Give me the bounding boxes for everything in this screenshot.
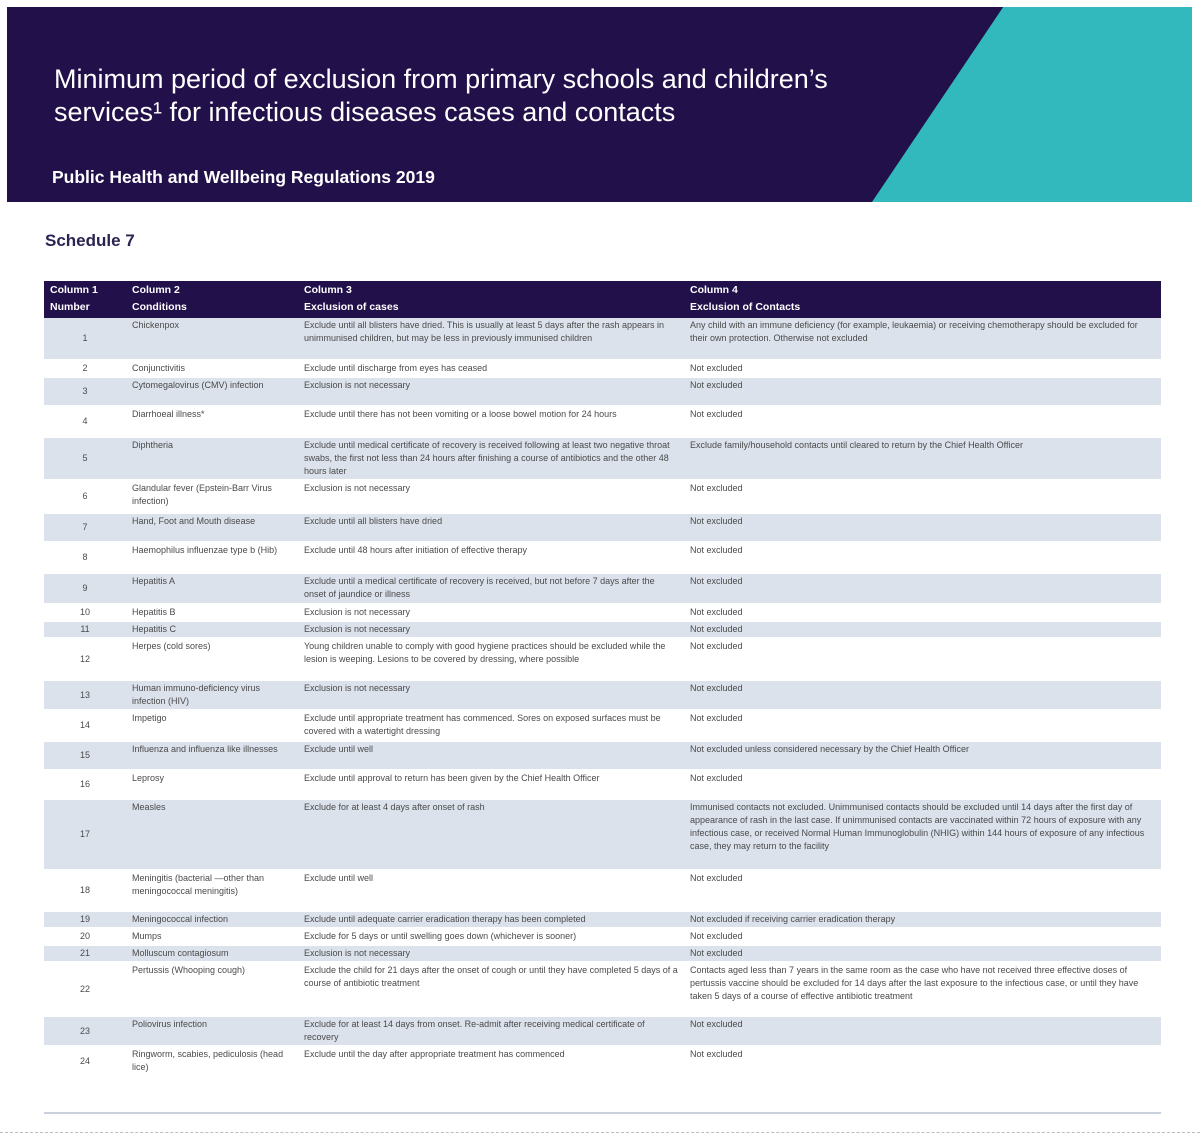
cell-contacts: Not excluded [684,710,1161,741]
table-row [44,573,1161,604]
cell-number: 16 [44,770,126,799]
table-row [44,377,1161,406]
cell-contacts: Not excluded [684,680,1161,710]
cell-number: 19 [44,911,126,928]
cell-condition: Influenza and influenza like illnesses [126,741,298,770]
cell-condition: Meningitis (bacterial —other than meningococcal meningitis) [126,870,298,911]
header-column-4-top: Column 4 [690,284,738,296]
header-column-4 [684,281,1161,318]
table-header-row [44,281,1161,318]
exclusion-table [44,281,1161,1078]
cell-condition: Molluscum contagiosum [126,945,298,962]
cell-cases: Exclude until the day after appropriate treatment has commenced [298,1046,684,1077]
table-row [44,799,1161,870]
header-column-3-top: Column 3 [304,284,352,296]
table-row [44,770,1161,799]
header-column-1-bottom: Number [50,301,90,313]
cell-condition: Diarrhoeal illness* [126,406,298,437]
cell-contacts: Not excluded [684,1046,1161,1077]
cell-contacts: Not excluded [684,542,1161,573]
header-banner [7,7,1192,202]
cell-cases: Exclude for at least 4 days after onset of rash [298,799,684,870]
table-row [44,962,1161,1016]
cell-condition: Hepatitis A [126,573,298,604]
cell-number: 18 [44,870,126,911]
cell-condition: Hepatitis B [126,604,298,621]
cell-number: 1 [44,318,126,360]
cell-condition: Measles [126,799,298,870]
cell-condition: Glandular fever (Epstein-Barr Virus infection) [126,480,298,513]
cell-cases: Exclude until a medical certificate of recovery is received, but not before 7 days after the onset of jaundice or illness [298,573,684,604]
cell-number: 22 [44,962,126,1016]
cell-number: 2 [44,360,126,377]
header-column-2 [126,281,298,318]
cell-cases: Exclude until there has not been vomiting or a loose bowel motion for 24 hours [298,406,684,437]
cell-cases: Exclusion is not necessary [298,604,684,621]
cell-cases: Exclude until well [298,741,684,770]
cell-contacts: Not excluded [684,928,1161,945]
cell-condition: Hand, Foot and Mouth disease [126,513,298,542]
cell-condition: Ringworm, scabies, pediculosis (head lice) [126,1046,298,1077]
cell-condition: Human immuno-deficiency virus infection (HIV) [126,680,298,710]
cell-condition: Impetigo [126,710,298,741]
cell-condition: Meningococcal infection [126,911,298,928]
cell-cases: Exclude until appropriate treatment has commenced. Sores on exposed surfaces must be covered with a watertight dressing [298,710,684,741]
cell-cases: Exclude the child for 21 days after the onset of cough or until they have completed 5 days of a course of antibiotic treatment [298,962,684,1016]
cell-number: 20 [44,928,126,945]
table-row [44,1016,1161,1046]
cell-number: 8 [44,542,126,573]
cell-contacts: Exclude family/household contacts until cleared to return by the Chief Health Officer [684,437,1161,480]
table-bottom-rule [44,1112,1161,1114]
cell-number: 15 [44,741,126,770]
cell-number: 14 [44,710,126,741]
title-line-2: services¹ for infectious diseases cases and contacts [54,97,676,127]
cell-cases: Exclude until 48 hours after initiation of effective therapy [298,542,684,573]
cell-contacts: Not excluded [684,870,1161,911]
cell-contacts: Not excluded [684,513,1161,542]
cell-number: 9 [44,573,126,604]
cell-condition: Cytomegalovirus (CMV) infection [126,377,298,406]
table-row [44,406,1161,437]
cell-contacts: Not excluded [684,945,1161,962]
table-body [44,318,1161,1077]
cell-condition: Hepatitis C [126,621,298,638]
table-row [44,741,1161,770]
header-column-3-bottom: Exclusion of cases [304,301,399,313]
cell-contacts: Not excluded [684,604,1161,621]
cell-contacts: Contacts aged less than 7 years in the same room as the case who have not received three effective doses of pertussis vaccine should be excluded for 14 days after the last exposure to the infectious case, or until they have taken 5 days of a course of effective antibiotic treatment [684,962,1161,1016]
table-row [44,604,1161,621]
header-column-3 [298,281,684,318]
cell-contacts: Not excluded [684,1016,1161,1046]
cell-number: 3 [44,377,126,406]
cell-contacts: Not excluded unless considered necessary by the Chief Health Officer [684,741,1161,770]
cell-number: 4 [44,406,126,437]
cell-cases: Exclusion is not necessary [298,621,684,638]
cell-cases: Exclude until approval to return has been given by the Chief Health Officer [298,770,684,799]
cell-contacts: Not excluded [684,360,1161,377]
cell-condition: Mumps [126,928,298,945]
cell-cases: Exclude until adequate carrier eradication therapy has been completed [298,911,684,928]
cell-number: 21 [44,945,126,962]
cell-contacts: Not excluded [684,573,1161,604]
cell-cases: Exclusion is not necessary [298,945,684,962]
cell-condition: Haemophilus influenzae type b (Hib) [126,542,298,573]
cell-number: 6 [44,480,126,513]
page-edge-divider [0,1132,1200,1133]
cell-cases: Exclude for 5 days or until swelling goes down (whichever is sooner) [298,928,684,945]
cell-number: 11 [44,621,126,638]
cell-cases: Exclusion is not necessary [298,377,684,406]
table-row [44,710,1161,741]
cell-number: 13 [44,680,126,710]
cell-condition: Diphtheria [126,437,298,480]
cell-cases: Exclude until medical certificate of recovery is received following at least two negative throat swabs, the first not less than 24 hours after finishing a course of antibiotics and the other 48 hours later [298,437,684,480]
header-column-2-bottom: Conditions [132,301,187,313]
page-title [54,63,934,129]
cell-cases: Exclude until well [298,870,684,911]
table-row [44,928,1161,945]
page-subtitle: Public Health and Wellbeing Regulations 2019 [52,167,435,187]
cell-condition: Poliovirus infection [126,1016,298,1046]
table-row [44,360,1161,377]
table-row [44,437,1161,480]
table-row [44,638,1161,680]
cell-cases: Exclude for at least 14 days from onset. Re-admit after receiving medical certificate of recovery [298,1016,684,1046]
header-column-4-bottom: Exclusion of Contacts [690,301,801,313]
cell-number: 23 [44,1016,126,1046]
header-column-1-top: Column 1 [50,284,98,296]
cell-contacts: Not excluded [684,377,1161,406]
table-row [44,1046,1161,1077]
cell-contacts: Not excluded if receiving carrier eradication therapy [684,911,1161,928]
cell-condition: Chickenpox [126,318,298,360]
cell-cases: Exclude until all blisters have dried. This is usually at least 5 days after the rash appears in unimmunised children, but may be less in previously immunised children [298,318,684,360]
cell-number: 17 [44,799,126,870]
cell-number: 24 [44,1046,126,1077]
cell-condition: Herpes (cold sores) [126,638,298,680]
table-row [44,318,1161,360]
header-column-1 [44,281,126,318]
cell-contacts: Not excluded [684,406,1161,437]
cell-cases: Exclusion is not necessary [298,480,684,513]
cell-number: 7 [44,513,126,542]
header-column-2-top: Column 2 [132,284,180,296]
cell-contacts: Not excluded [684,770,1161,799]
table-row [44,621,1161,638]
cell-cases: Young children unable to comply with good hygiene practices should be excluded while the lesion is weeping. Lesions to be covered by dressing, where possible [298,638,684,680]
cell-condition: Conjunctivitis [126,360,298,377]
title-line-1: Minimum period of exclusion from primary schools and children’s [54,64,828,94]
table-row [44,911,1161,928]
table-row [44,513,1161,542]
cell-condition: Pertussis (Whooping cough) [126,962,298,1016]
cell-number: 12 [44,638,126,680]
cell-condition: Leprosy [126,770,298,799]
cell-contacts: Not excluded [684,621,1161,638]
cell-contacts: Immunised contacts not excluded. Unimmunised contacts should be excluded until 14 days after the first day of appearance of rash in the last case. If unimmunised contacts are vaccinated within 72 hours of exposure with any infectious case, or received Normal Human Immunoglobulin (NHIG) within 144 hours of exposure of any infectious case, they may return to the facility [684,799,1161,870]
cell-number: 5 [44,437,126,480]
table-row [44,480,1161,513]
cell-cases: Exclusion is not necessary [298,680,684,710]
cell-cases: Exclude until all blisters have dried [298,513,684,542]
cell-cases: Exclude until discharge from eyes has ceased [298,360,684,377]
cell-contacts: Not excluded [684,480,1161,513]
schedule-heading: Schedule 7 [45,231,135,250]
cell-contacts: Any child with an immune deficiency (for example, leukaemia) or receiving chemotherapy should be excluded for their own protection. Otherwise not excluded [684,318,1161,360]
table-row [44,945,1161,962]
table-row [44,542,1161,573]
cell-contacts: Not excluded [684,638,1161,680]
cell-number: 10 [44,604,126,621]
table-row [44,680,1161,710]
table-row [44,870,1161,911]
